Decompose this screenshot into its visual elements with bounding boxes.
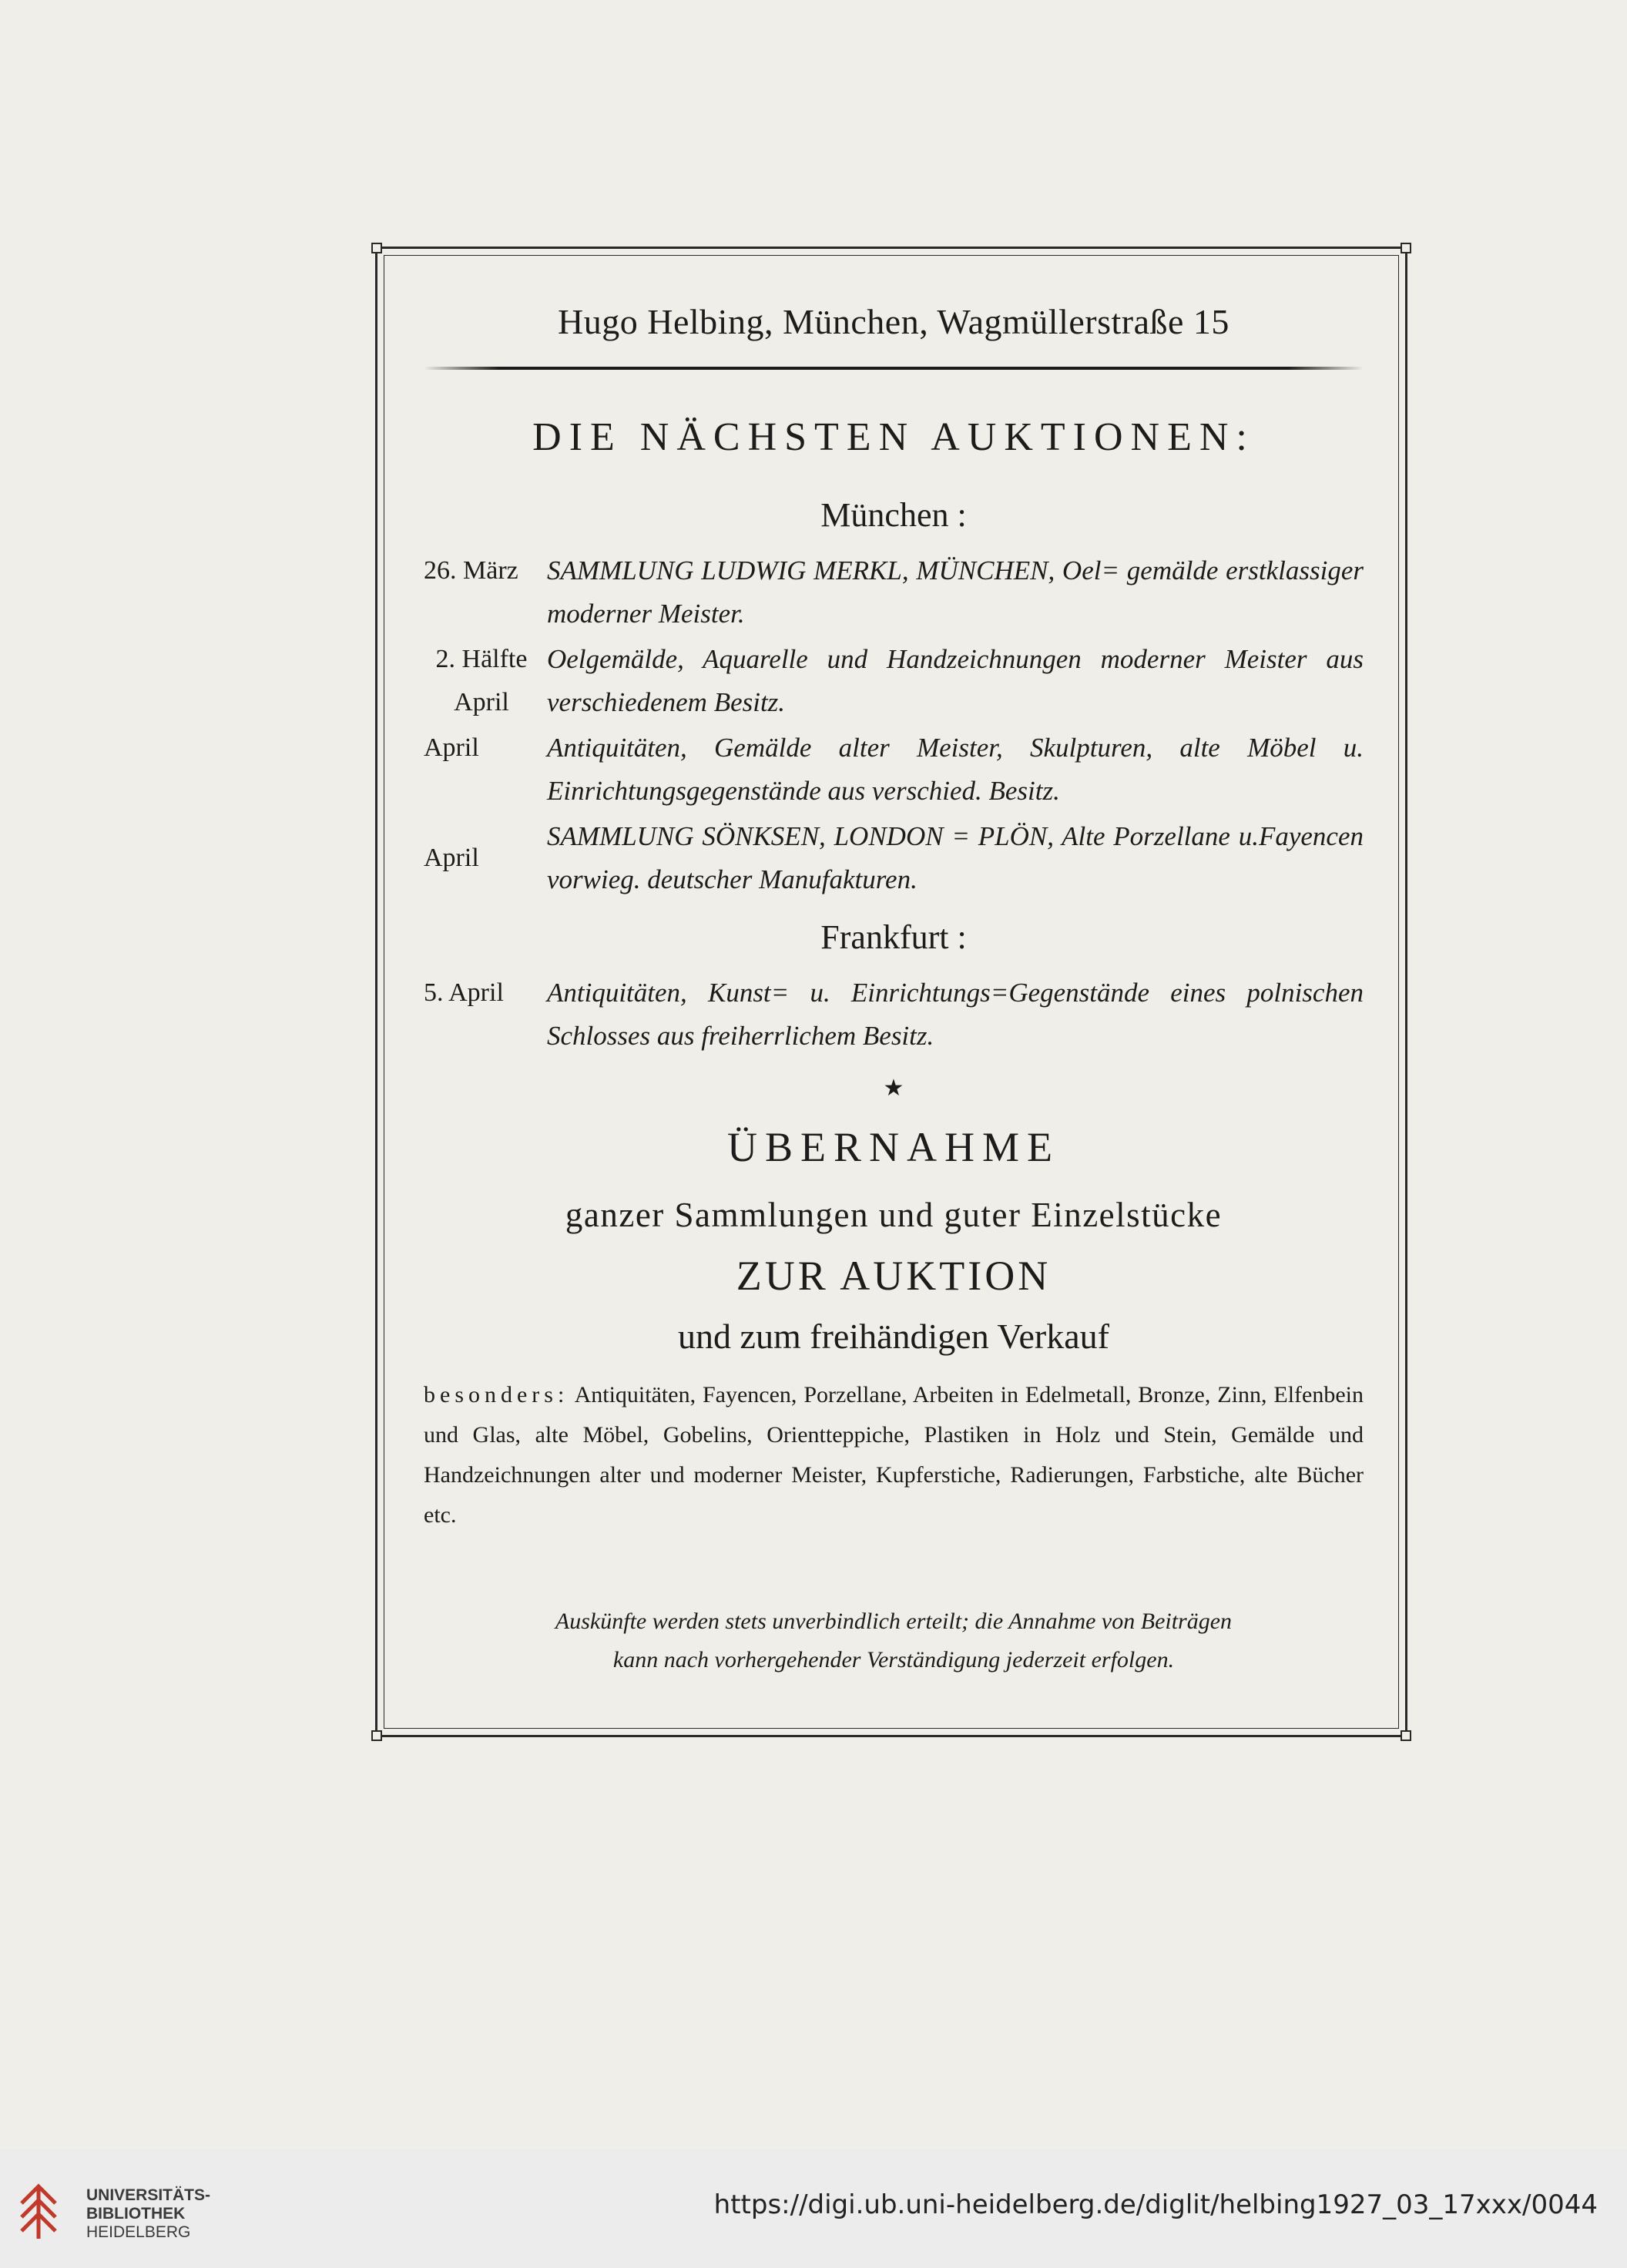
note-line: kann nach vorhergehender Verständigung jederzeit erfolgen. bbox=[612, 1647, 1175, 1672]
uebernahme-heading: ÜBERNAHME bbox=[726, 1124, 1060, 1170]
auction-date: April bbox=[424, 844, 479, 872]
auction-date: 26. März bbox=[424, 556, 518, 585]
library-name-line: HEIDELBERG bbox=[86, 2223, 191, 2241]
star-ornament: ★ bbox=[883, 1075, 904, 1102]
note-line: Auskünfte werden stets unverbindlich erteilt; die Annahme von Beiträgen bbox=[555, 1609, 1233, 1634]
city-heading-frankfurt: Frankfurt : bbox=[820, 918, 967, 956]
library-footer bbox=[0, 2149, 1627, 2268]
auction-description: Oelgemälde, Aquarelle und Handzeichnungen moderner Meister aus verschiedenem Besitz. bbox=[547, 644, 1364, 717]
closing-note bbox=[424, 1602, 1364, 1679]
frame-corner-ornament bbox=[371, 1730, 382, 1741]
frame-corner-ornament bbox=[371, 243, 382, 253]
advertisement-frame bbox=[375, 247, 1407, 1737]
items-paragraph bbox=[424, 1375, 1364, 1535]
auction-description: Antiquitäten, Kunst= u. Einrichtungs=Gegenstände eines polnischen Schlosses aus freiherrlichem Besitz. bbox=[547, 978, 1364, 1051]
frame-corner-ornament bbox=[1401, 243, 1411, 253]
besonders-label: besonders: bbox=[424, 1382, 569, 1407]
auction-description: SAMMLUNG SÖNKSEN, LONDON = PLÖN, Alte Porzellane u.Fayencen vorwieg. deutscher Manufakturen. bbox=[547, 821, 1364, 894]
document-url[interactable]: https://digi.ub.uni-heidelberg.de/diglit/helbing1927_03_17xxx/0044 bbox=[713, 2189, 1598, 2220]
library-name bbox=[86, 2186, 210, 2242]
auction-description: SAMMLUNG LUDWIG MERKL, MÜNCHEN, Oel= gemälde erstklassiger moderner Meister. bbox=[547, 555, 1364, 629]
library-logo-icon bbox=[15, 2172, 69, 2242]
collections-line: ganzer Sammlungen und guter Einzelstücke bbox=[565, 1196, 1223, 1234]
ad-header: Hugo Helbing, München, Wagmüllerstraße 15 bbox=[558, 302, 1229, 341]
auction-date: 5. April bbox=[424, 978, 504, 1007]
private-sale-line: und zum freihändigen Verkauf bbox=[678, 1317, 1109, 1356]
auction-date: 2. Hälfte April bbox=[435, 645, 528, 716]
zur-auktion-heading: ZUR AUKTION bbox=[736, 1253, 1052, 1299]
items-list: Antiquitäten, Fayencen, Porzellane, Arbeiten in Edelmetall, Bronze, Zinn, Elfenbein und Glas, alte Möbel, Gobelins, Orientteppiche, Plastiken in Holz und Stein, Gemälde und Handzeichnungen alter und moderner Meister, Kupferstiche, Radierungen, Farbstiche, alte Bücher etc. bbox=[424, 1382, 1364, 1528]
ad-title: DIE NÄCHSTEN AUKTIONEN: bbox=[532, 415, 1255, 459]
frame-corner-ornament bbox=[1401, 1730, 1411, 1741]
auction-date: April bbox=[424, 733, 479, 762]
auction-description: Antiquitäten, Gemälde alter Meister, Skulpturen, alte Möbel u. Einrichtungsgegenstände aus verschied. Besitz. bbox=[547, 733, 1364, 806]
city-heading-muenchen: München : bbox=[820, 496, 967, 534]
library-name-line: UNIVERSITÄTS- bbox=[86, 2186, 211, 2204]
library-name-line: BIBLIOTHEK bbox=[86, 2205, 186, 2223]
header-rule bbox=[424, 367, 1364, 370]
